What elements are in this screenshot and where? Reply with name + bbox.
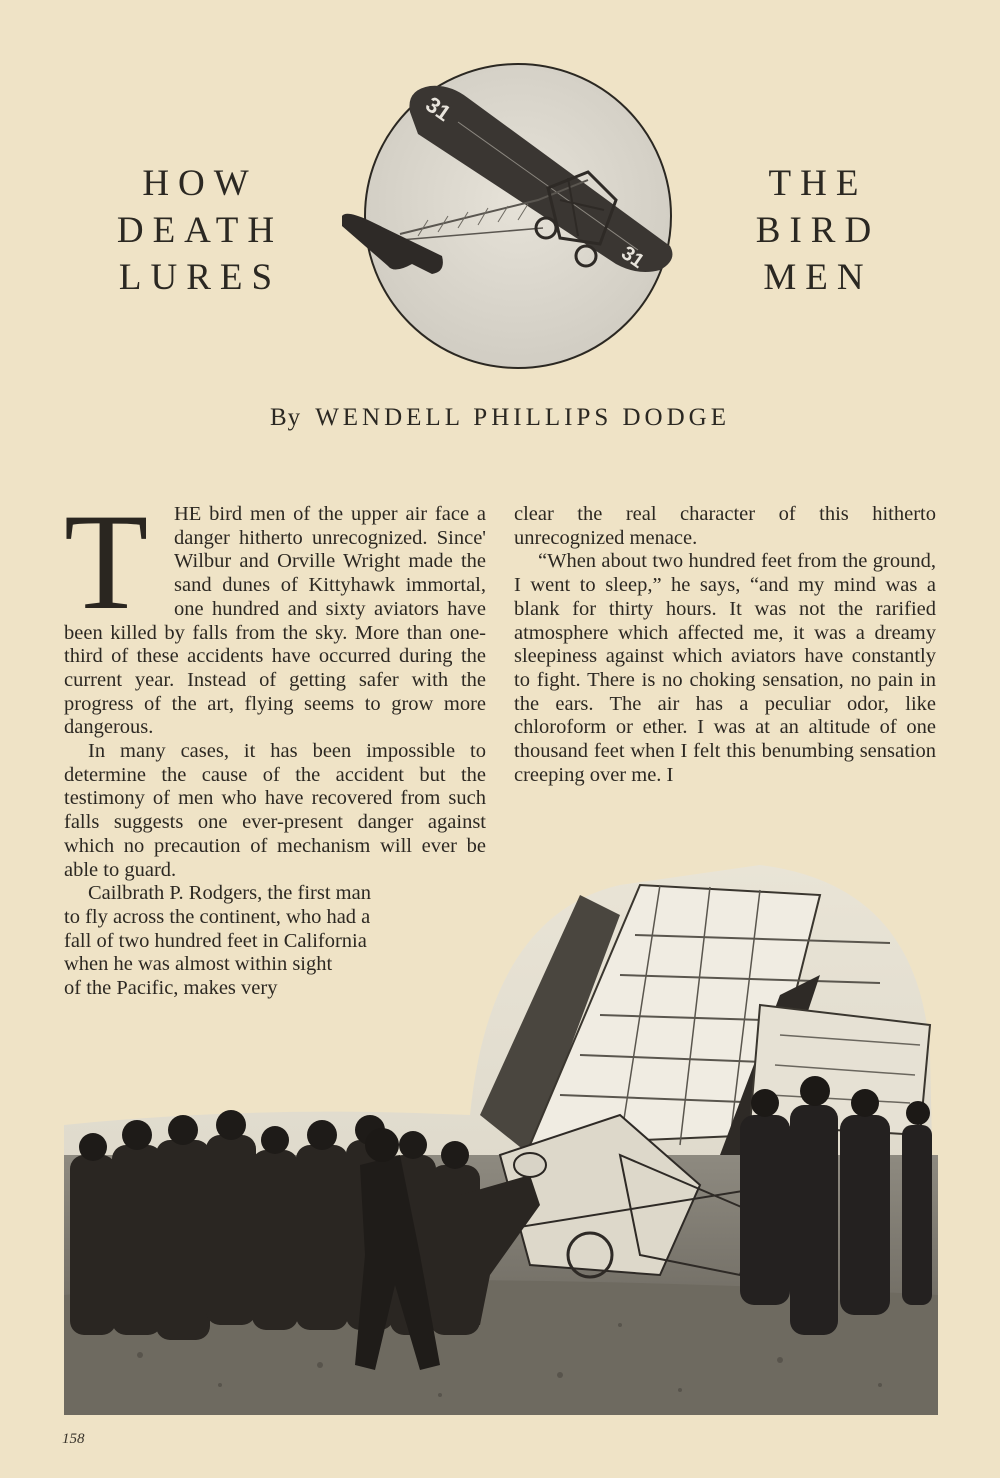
page-number: 158 [62,1431,85,1447]
drop-cap-box [64,485,160,638]
paragraph: clear the real character of this hitherto unrecognized menace. [514,503,936,549]
title-word: BIRD [755,210,881,251]
plane-number-lower: 31 [617,242,648,273]
text-line: when he was almost within sight [64,953,333,976]
article-column-right [514,503,936,787]
title-right [738,160,898,301]
title-word: THE [768,163,868,204]
text-line: of the Pacific, makes very [64,977,278,1000]
drop-cap: T [64,485,149,638]
title-word: HOW [142,163,258,204]
plane-number-upper: 31 [421,91,456,127]
title-word: MEN [763,257,873,298]
text-line: to fly across the continent, who had a [64,905,371,928]
paragraph-text: HE bird men of the upper air face a danger hitherto unrecognized. Since' Wilbur and Orville Wright made the sand dunes of Kittyhawk immortal, one hundred and sixty aviators have been killed by falls from the sky. More than one-third of these accidents have occurred during the current year. Instead of getting safer with the progress of the art, flying seems to grow more dangerous. [64,503,486,739]
plane-crash-photo [60,855,938,1415]
paragraph: In many cases, it has been impossible to determine the cause of the accident but the testimony of men who have recovered from such falls suggests one ever-present danger against which no precaution of mechanism will ever be able to guard. [64,740,486,881]
text-line: Cailbrath P. Rodgers, the first man [88,882,371,905]
byline-by: By [270,404,302,431]
airplane-medallion-photo [338,60,678,372]
paragraph: “When about two hundred feet from the ground, I went to sleep,” he says, “and my mind was a blank for thirty hours. It was not the rarified atmosphere which affected me, it was a dreamy sleepiness against which aviators have constantly to fight. There is no choking sensation, no pain in the ears. The air has a peculiar odor, like chloroform or ether. I was at an altitude of one thousand feet when I felt this benumbing sensation creeping over me. I [514,550,936,786]
title-left [100,160,300,301]
title-word: DEATH [116,210,284,251]
byline [0,404,1000,432]
byline-author: WENDELL PHILLIPS DODGE [315,404,730,431]
text-line: fall of two hundred feet in California [64,929,367,952]
paragraph [64,485,486,740]
title-word: LURES [118,257,282,298]
